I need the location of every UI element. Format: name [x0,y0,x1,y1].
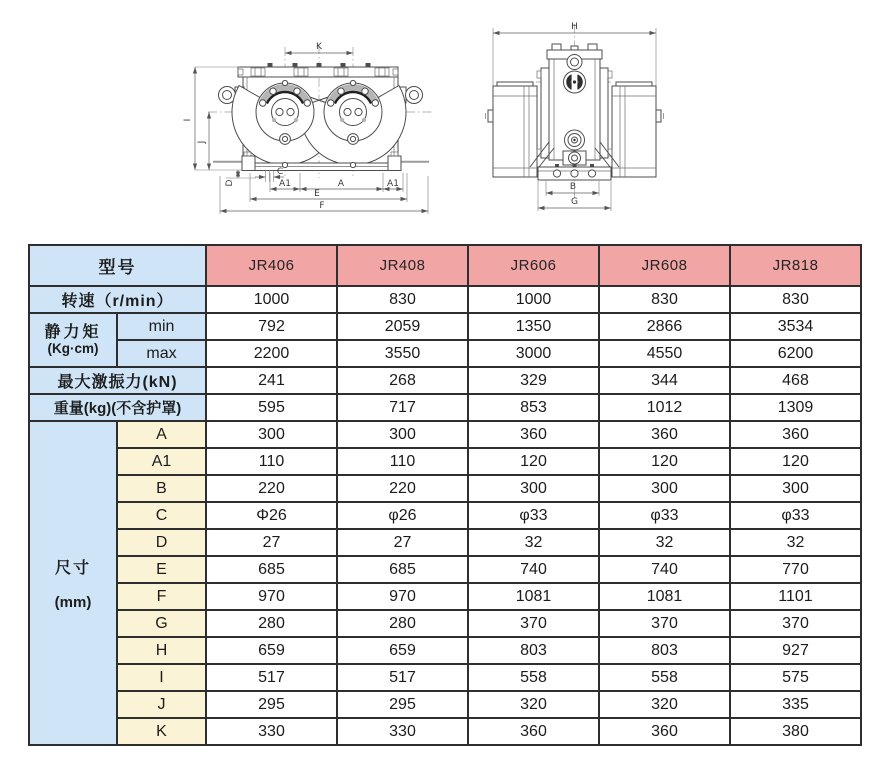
row-dim-D [29,529,861,556]
row-weight [29,394,861,421]
row-dim-I [29,664,861,691]
row-dim-E [29,556,861,583]
dim-label-b: B [569,182,577,192]
row-dim-H [29,637,861,664]
value-cell: 344 [599,367,730,394]
value-cell: 1081 [599,583,730,610]
dimensions-unit: (mm) [54,594,92,611]
dim-letter-cell: K [117,718,206,745]
model-name-jr408: JR408 [337,245,468,286]
value-cell: 360 [599,421,730,448]
dim-label-a1-right: A1 [387,179,399,189]
value-cell: 517 [337,664,468,691]
value-cell: 335 [730,691,861,718]
value-cell: 32 [468,529,599,556]
value-cell: 2200 [206,340,337,367]
value-cell: 241 [206,367,337,394]
row-static-moment-min [29,313,861,340]
value-cell: 595 [206,394,337,421]
row-dim-J [29,691,861,718]
value-cell: φ26 [337,502,468,529]
dimensions-title: 尺寸 [54,560,91,577]
value-cell: 280 [337,610,468,637]
value-cell: 717 [337,394,468,421]
value-cell: 370 [599,610,730,637]
value-cell: 329 [468,367,599,394]
dim-letter-cell: C [117,502,206,529]
model-header-label: 型号 [29,245,206,286]
dim-letter-cell: G [117,610,206,637]
model-name-jr818: JR818 [730,245,861,286]
value-cell: 659 [337,637,468,664]
value-cell: 740 [468,556,599,583]
row-dim-B [29,475,861,502]
row-dim-C [29,502,861,529]
value-cell: 295 [206,691,337,718]
value-cell: 120 [468,448,599,475]
value-cell: 927 [730,637,861,664]
value-cell: 330 [337,718,468,745]
value-cell: 110 [337,448,468,475]
value-cell: 280 [206,610,337,637]
value-cell: 803 [468,637,599,664]
value-cell: 110 [206,448,337,475]
value-cell: 770 [730,556,861,583]
row-dim-A [29,421,861,448]
value-cell: 295 [337,691,468,718]
dim-letter-cell: A1 [117,448,206,475]
value-cell: 6200 [730,340,861,367]
value-cell: 1000 [468,286,599,313]
row-dim-F [29,583,861,610]
dim-letter-cell: F [117,583,206,610]
value-cell: 27 [206,529,337,556]
value-cell: 468 [730,367,861,394]
value-cell: 830 [730,286,861,313]
value-cell: 370 [730,610,861,637]
dim-letter-cell: J [117,691,206,718]
max-force-label: 最大激振力(kN) [29,367,206,394]
dim-label-c: C [276,167,284,177]
value-cell: 360 [599,718,730,745]
model-name-jr406: JR406 [206,245,337,286]
value-cell: 300 [730,475,861,502]
value-cell: 32 [599,529,730,556]
value-cell: 517 [206,664,337,691]
value-cell: 1081 [468,583,599,610]
dimensions-group-label [29,421,117,745]
value-cell: 4550 [599,340,730,367]
value-cell: 740 [599,556,730,583]
value-cell: 970 [206,583,337,610]
value-cell: 120 [599,448,730,475]
dim-letter-cell: B [117,475,206,502]
front-view-drawing [120,20,465,235]
value-cell: 575 [730,664,861,691]
dim-letter-cell: E [117,556,206,583]
dim-label-a: A [337,179,345,189]
value-cell: 853 [468,394,599,421]
value-cell: 320 [468,691,599,718]
value-cell: 220 [337,475,468,502]
dim-label-a1-left: A1 [279,179,291,189]
value-cell: 830 [599,286,730,313]
row-dim-K [29,718,861,745]
static-moment-label [29,313,117,367]
value-cell: 300 [206,421,337,448]
value-cell: φ33 [468,502,599,529]
value-cell: 370 [468,610,599,637]
value-cell: 360 [730,421,861,448]
model-name-jr608: JR608 [599,245,730,286]
spec-table [28,244,862,746]
speed-label: 转速（r/min） [29,286,206,313]
value-cell: 1012 [599,394,730,421]
dim-letter-cell: A [117,421,206,448]
dim-label-k: K [316,42,322,52]
value-cell: 300 [599,475,730,502]
row-static-moment-max [29,340,861,367]
dim-letter-cell: I [117,664,206,691]
row-dim-A1 [29,448,861,475]
header-row [29,245,861,286]
value-cell: 268 [337,367,468,394]
dim-label-h: H [571,22,578,32]
static-moment-title: 静力矩 [44,324,102,341]
side-view-drawing [460,10,700,235]
value-cell: 803 [599,637,730,664]
row-dim-G [29,610,861,637]
value-cell: 558 [599,664,730,691]
value-cell: 1000 [206,286,337,313]
dim-label-i: I [183,118,193,122]
value-cell: 27 [337,529,468,556]
value-cell: 792 [206,313,337,340]
value-cell: 1350 [468,313,599,340]
value-cell: 1309 [730,394,861,421]
value-cell: 558 [468,664,599,691]
value-cell: 3534 [730,313,861,340]
value-cell: 120 [730,448,861,475]
row-speed [29,286,861,313]
value-cell: 659 [206,637,337,664]
value-cell: 360 [468,718,599,745]
max-label: max [117,340,206,367]
value-cell: 970 [337,583,468,610]
static-moment-unit: (Kg·cm) [47,341,99,356]
value-cell: 830 [337,286,468,313]
value-cell: φ33 [730,502,861,529]
value-cell: 685 [337,556,468,583]
dim-label-f: F [319,201,325,211]
value-cell: 32 [730,529,861,556]
value-cell: 330 [206,718,337,745]
value-cell: 360 [468,421,599,448]
dim-label-d: D [225,179,235,187]
value-cell: Φ26 [206,502,337,529]
value-cell: 3550 [337,340,468,367]
dim-letter-cell: D [117,529,206,556]
value-cell: 320 [599,691,730,718]
dim-letter-cell: H [117,637,206,664]
value-cell: 380 [730,718,861,745]
value-cell: 1101 [730,583,861,610]
value-cell: 2059 [337,313,468,340]
dim-label-j: J [197,140,207,144]
min-label: min [117,313,206,340]
dim-label-g: G [571,197,578,207]
value-cell: 220 [206,475,337,502]
weight-label: 重量(kg)(不含护罩) [29,394,206,421]
value-cell: 300 [468,475,599,502]
dim-label-e: E [314,189,320,199]
row-max-excitation-force [29,367,861,394]
value-cell: 300 [337,421,468,448]
value-cell: φ33 [599,502,730,529]
value-cell: 2866 [599,313,730,340]
value-cell: 685 [206,556,337,583]
model-name-jr606: JR606 [468,245,599,286]
value-cell: 3000 [468,340,599,367]
